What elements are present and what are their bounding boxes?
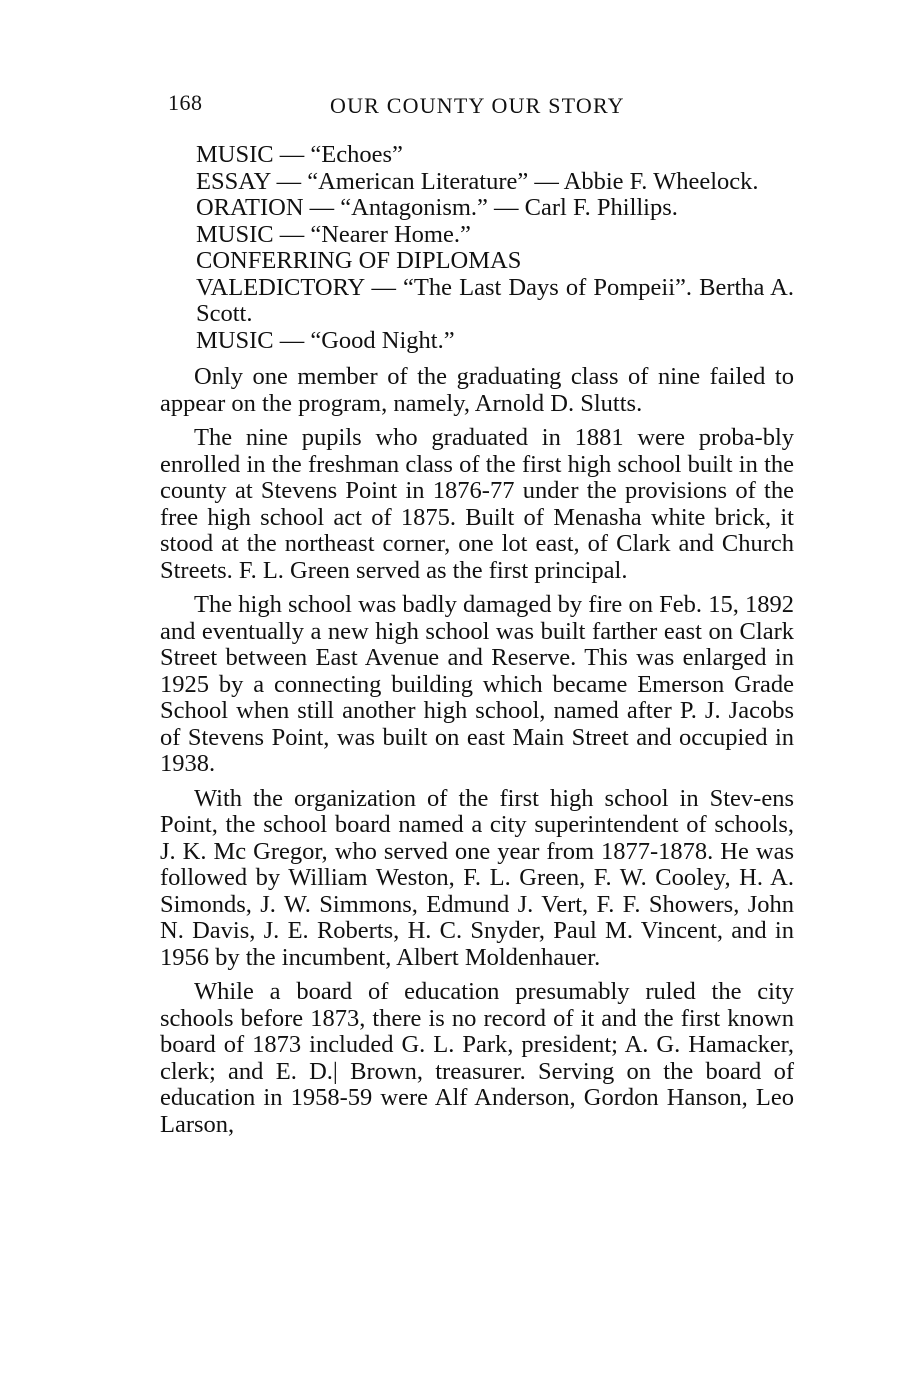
body-text [160, 364, 794, 1138]
running-head: OUR COUNTY OUR STORY [330, 93, 625, 118]
program-item: CONFERRING OF DIPLOMAS [196, 247, 522, 274]
program-item: MUSIC — “Good Night.” [196, 326, 455, 354]
paragraph: With the organization of the first high school in Stev-ens Point, the school board named a city superintendent of schools, J. K. Mc Gregor, who served one year from 1877-1878. He was followed by William Weston, F. L. Green, F. W. Cooley, H. A. Simonds, J. W. Simmons, Edmund J. Vert, F. F. Showers, John N. Davis, J. E. Roberts, H. C. Snyder, Paul M. Vincent, and in 1956 by the incumbent, Albert Moldenhauer. [160, 784, 794, 971]
program-item: ESSAY — “American Literature” — Abbie F. Wheelock. [196, 167, 759, 195]
paragraph: The nine pupils who graduated in 1881 were proba-bly enrolled in the freshman class of the first high school built in the county at Stevens Point in 1876-77 under the provisions of the free high school act of 1875. Built of Menasha white brick, it stood at the northeast corner, one lot east, of Clark and Church Streets. F. L. Green served as the first principal. [160, 424, 794, 584]
program-item: ORATION — “Antagonism.” — Carl F. Phillips. [196, 194, 678, 221]
page-header [160, 90, 794, 120]
paragraph: While a board of education presumably ruled the city schools before 1873, there is no record of it and the first known board of 1873 included G. L. Park, president; A. G. Hamacker, clerk; and E. D.| Brown, treasurer. Serving on the board of education in 1958-59 were Alf Anderson, Gordon Hanson, Leo Larson, [160, 978, 794, 1138]
paragraph: Only one member of the graduating class of nine failed to appear on the program, namely, Arnold D. Slutts. [160, 363, 794, 417]
program-item: MUSIC — “Echoes” [196, 141, 403, 168]
page-number: 168 [168, 90, 203, 115]
paragraph: The high school was badly damaged by fire on Feb. 15, 1892 and eventually a new high school was built farther east on Clark Street between East Avenue and Reserve. This was enlarged in 1925 by a connecting building which became Emerson Grade School when still another high school, named after P. J. Jacobs of Stevens Point, was built on east Main Street and occupied in 1938. [160, 591, 794, 777]
program-item: MUSIC — “Nearer Home.” [196, 220, 471, 248]
book-page [160, 90, 794, 1146]
commencement-program [160, 142, 794, 354]
program-item: VALEDICTORY — “The Last Days of Pompeii”. Bertha A. Scott. [196, 273, 794, 327]
